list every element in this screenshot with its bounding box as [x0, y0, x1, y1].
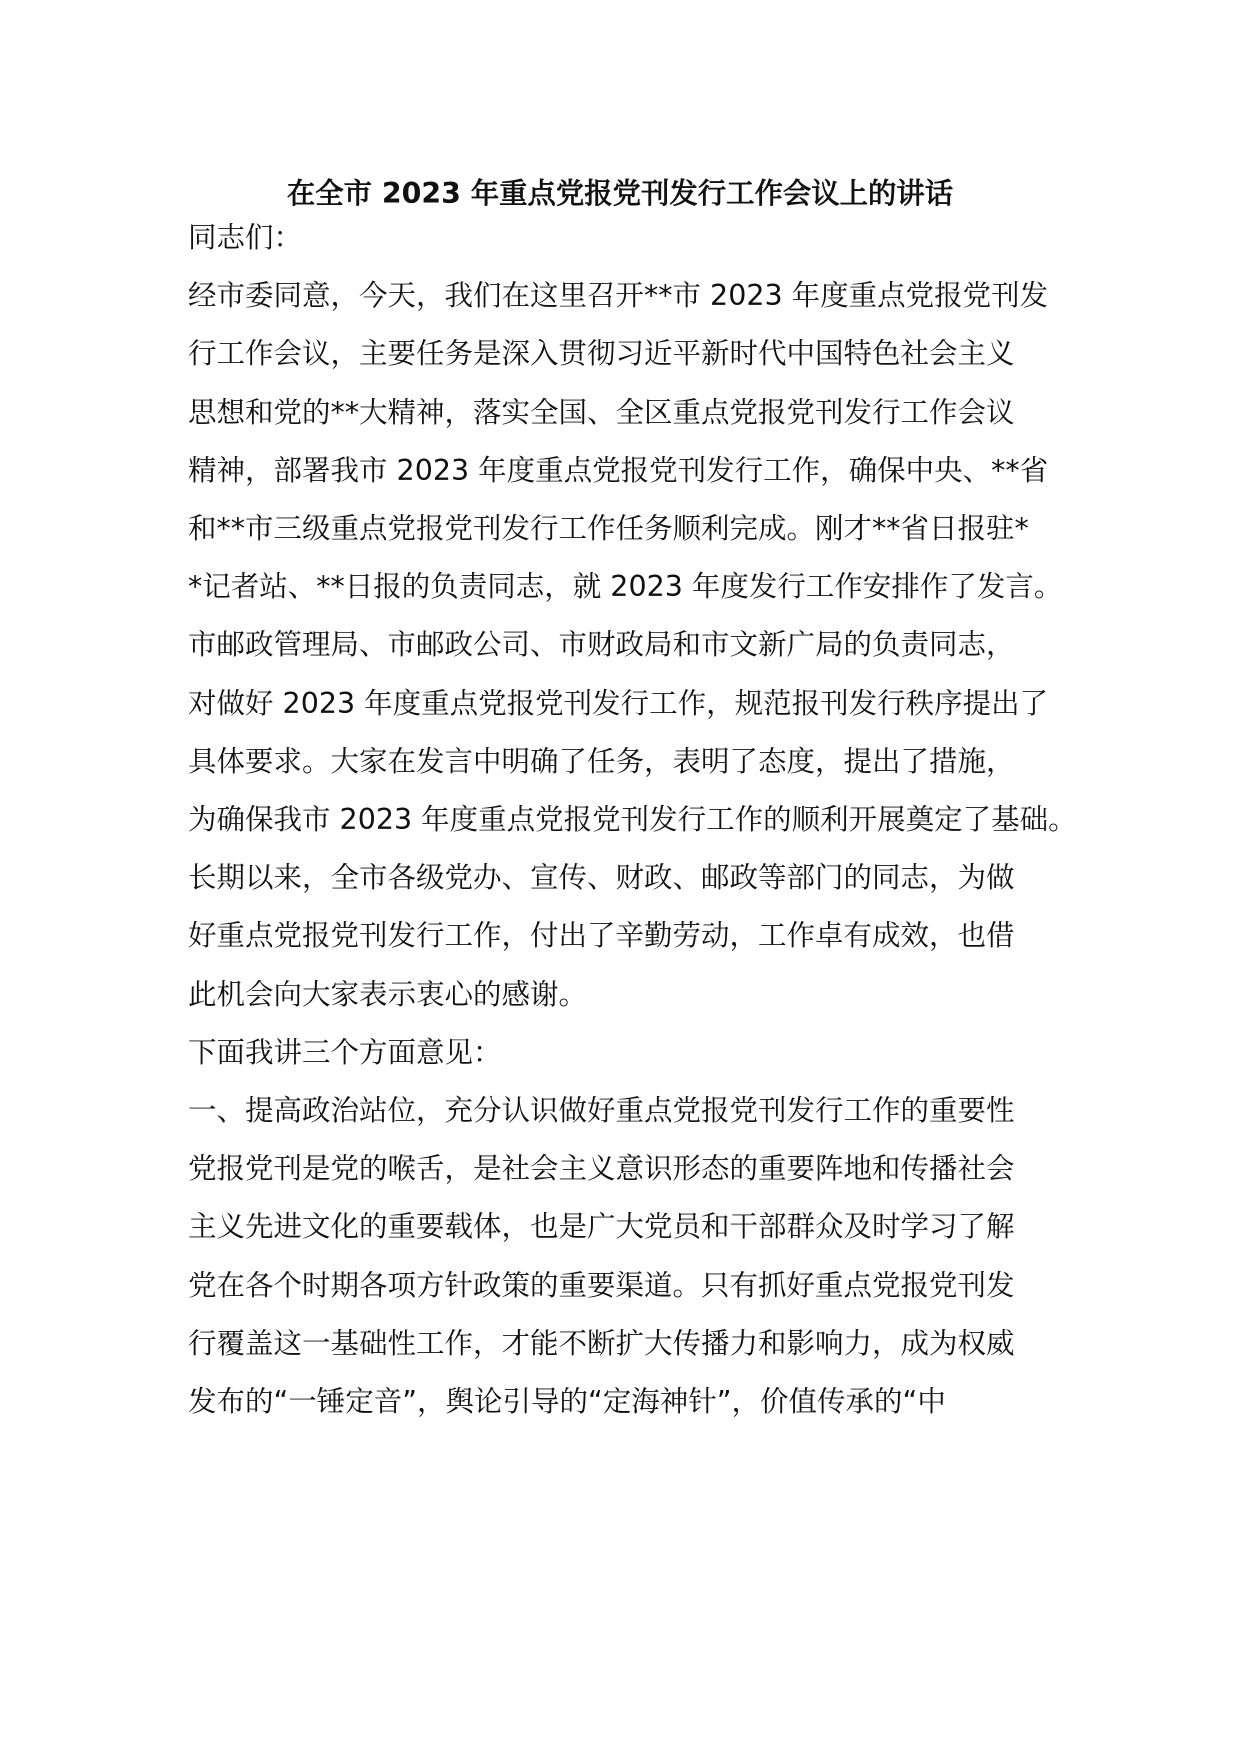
text-line: 为确保我市 2023 年度重点党报党刊发行工作的顺利开展奠定了基础。 [188, 803, 1077, 836]
text-line: 长期以来，全市各级党办、宣传、财政、邮政等部门的同志，为做 [188, 861, 1015, 895]
text-line: 此机会向大家表示衷心的感谢。 [188, 977, 588, 1011]
text-line: 市邮政管理局、市邮政公司、市财政局和市文新广局的负责同志， [188, 628, 1015, 662]
text-line: 主义先进文化的重要载体，也是广大党员和干部群众及时学习了解 [188, 1210, 1015, 1244]
text-line: 行工作会议，主要任务是深入贯彻习近平新时代中国特色社会主义 [188, 337, 1015, 371]
text-line: 同志们： [188, 221, 303, 254]
text-line: 经市委同意，今天，我们在这里召开**市 2023 年度重点党报党刊发 [188, 279, 1049, 313]
text-line: 精神，部署我市 2023 年度重点党报党刊发行工作，确保中央、**省 [188, 453, 1049, 487]
text-line: 和**市三级重点党报党刊发行工作任务顺利完成。刚才**省日报驻* [188, 512, 1029, 545]
text-line: 下面我讲三个方面意见： [188, 1035, 502, 1069]
text-line: 一、提高政治站位，充分认识做好重点党报党刊发行工作的重要性 [188, 1094, 1015, 1127]
text-line: 具体要求。大家在发言中明确了任务，表明了态度，提出了措施， [188, 744, 1015, 778]
text-line: 党报党刊是党的喉舌，是社会主义意识形态的重要阵地和传播社会 [188, 1152, 1015, 1186]
text-line: 好重点党报党刊发行工作，付出了辛勤劳动，工作卓有成效，也借 [188, 919, 1015, 953]
text-line: 党在各个时期各项方针政策的重要渠道。只有抓好重点党报党刊发 [188, 1268, 1015, 1302]
text-line: *记者站、**日报的负责同志，就 2023 年度发行工作安排作了发言。 [188, 570, 1063, 604]
document-title: 在全市 2023 年重点党报党刊发行工作会议上的讲话 [286, 177, 954, 210]
text-line: 发布的“一锤定音”，舆论引导的“定海神针”，价值传承的“中 [188, 1385, 946, 1418]
text-line: 行覆盖这一基础性工作，才能不断扩大传播力和影响力，成为权威 [188, 1326, 1015, 1360]
text-line: 思想和党的**大精神，落实全国、全区重点党报党刊发行工作会议 [188, 395, 1015, 429]
text-line: 对做好 2023 年度重点党报党刊发行工作，规范报刊发行秩序提出了 [188, 686, 1049, 720]
